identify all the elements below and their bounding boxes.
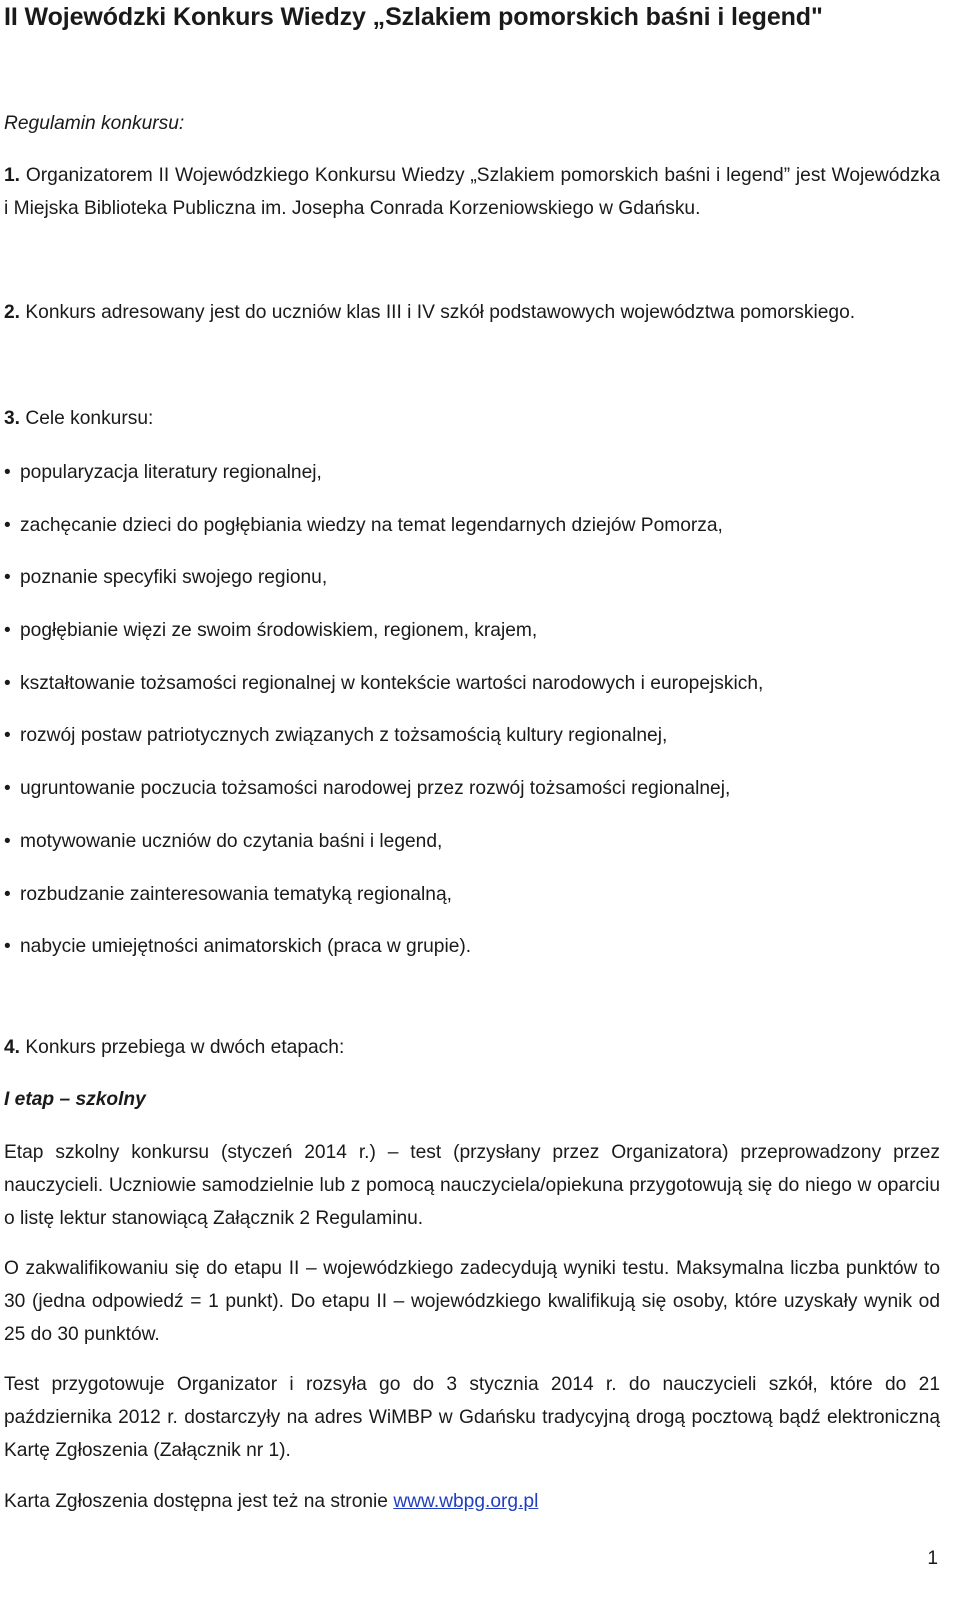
stage-1-paragraph-4	[4, 1485, 940, 1518]
karta-text: Karta Zgłoszenia dostępna jest też na stronie	[4, 1491, 394, 1512]
section-2	[4, 296, 940, 329]
website-link[interactable]: www.wbpg.org.pl	[393, 1491, 539, 1512]
page-title: II Wojewódzki Konkurs Wiedzy „Szlakiem pomorskich baśni i legend"	[4, 3, 823, 31]
list-item	[4, 509, 763, 562]
section-3	[4, 402, 940, 435]
list-item-text: pogłębianie więzi ze swoim środowiskiem, regionem, krajem,	[20, 620, 538, 642]
list-item-text: zachęcanie dzieci do pogłębiania wiedzy na temat legendarnych dziejów Pomorza,	[20, 514, 723, 536]
list-item	[4, 825, 763, 878]
stage-1-heading: I etap – szkolny	[4, 1089, 146, 1110]
bullet-icon: •	[4, 936, 11, 958]
section-1	[4, 159, 940, 225]
stage-1-paragraph-2: O zakwalifikowaniu się do etapu II – wojewódzkiego zadecydują wyniki testu. Maksymalna liczba punktów to 30 (jedna odpowiedź = 1 punkt). Do etapu II – wojewódzkiego kwalifikują się osoby, które uzyskały wynik od 25 do 30 punktów.	[4, 1258, 940, 1345]
section-3-text: Cele konkursu:	[25, 408, 154, 429]
bullet-icon: •	[4, 567, 11, 589]
section-2-number: 2.	[4, 302, 21, 323]
list-item-text: popularyzacja literatury regionalnej,	[20, 462, 322, 483]
list-item	[4, 930, 763, 983]
list-item	[4, 878, 763, 931]
list-item	[4, 561, 763, 614]
bullet-icon: •	[4, 883, 11, 905]
list-item-text: poznanie specyfiki swojego regionu,	[20, 567, 328, 589]
bullet-icon: •	[4, 725, 11, 747]
bullet-icon: •	[4, 514, 11, 536]
list-item	[4, 614, 763, 667]
list-item-text: nabycie umiejętności animatorskich (praca w grupie).	[20, 936, 472, 958]
list-item-text: ugruntowanie poczucia tożsamości narodowej przez rozwój tożsamości regionalnej,	[20, 778, 731, 800]
list-item-text: rozbudzanie zainteresowania tematyką regionalną,	[20, 883, 452, 905]
list-item-text: kształtowanie tożsamości regionalnej w kontekście wartości narodowych i europejskich,	[20, 672, 764, 694]
stage-1-paragraph-1: Etap szkolny konkursu (styczeń 2014 r.) – test (przysłany przez Organizatora) przeprowadzony przez nauczycieli. Uczniowie samodzielnie lub z pomocą nauczyciela/opiekuna przygotowują się do niego w oparciu o listę lektur stanowiącą Załącznik 2 Regulaminu.	[4, 1142, 940, 1229]
section-4	[4, 1031, 940, 1064]
goals-list	[4, 456, 763, 983]
stage-1-paragraph-3: Test przygotowuje Organizator i rozsyła go do 3 stycznia 2014 r. do nauczycieli szkół, które do 21 października 2012 r. dostarczyły na adres WiMBP w Gdańsku tradycyjną drogą pocztową bądź elektroniczną Kartę Zgłoszenia (Załącznik nr 1).	[4, 1374, 940, 1461]
list-item-text: rozwój postaw patriotycznych związanych z tożsamością kultury regionalnej,	[20, 725, 668, 747]
bullet-icon: •	[4, 462, 11, 483]
section-4-text: Konkurs przebiega w dwóch etapach:	[25, 1037, 345, 1058]
section-1-number: 1.	[4, 165, 21, 186]
list-item	[4, 719, 763, 772]
list-item	[4, 667, 763, 720]
section-3-number: 3.	[4, 408, 21, 429]
list-item-text: motywowanie uczniów do czytania baśni i legend,	[20, 830, 443, 852]
section-4-number: 4.	[4, 1037, 21, 1058]
bullet-icon: •	[4, 620, 11, 642]
bullet-icon: •	[4, 830, 11, 852]
section-2-text: Konkurs adresowany jest do uczniów klas III i IV szkół podstawowych województwa pomorskiego.	[25, 302, 856, 323]
bullet-icon: •	[4, 672, 11, 694]
list-item	[4, 772, 763, 825]
page-number: 1	[927, 1548, 938, 1569]
bullet-icon: •	[4, 778, 11, 800]
section-1-text: Organizatorem II Wojewódzkiego Konkursu Wiedzy „Szlakiem pomorskich baśni i legend” jest Wojewódzka i Miejska Biblioteka Publiczna im. Josepha Conrada Korzeniowskiego w Gdańsku.	[4, 165, 940, 219]
regulamin-label: Regulamin konkursu:	[4, 113, 185, 134]
list-item	[4, 456, 763, 509]
